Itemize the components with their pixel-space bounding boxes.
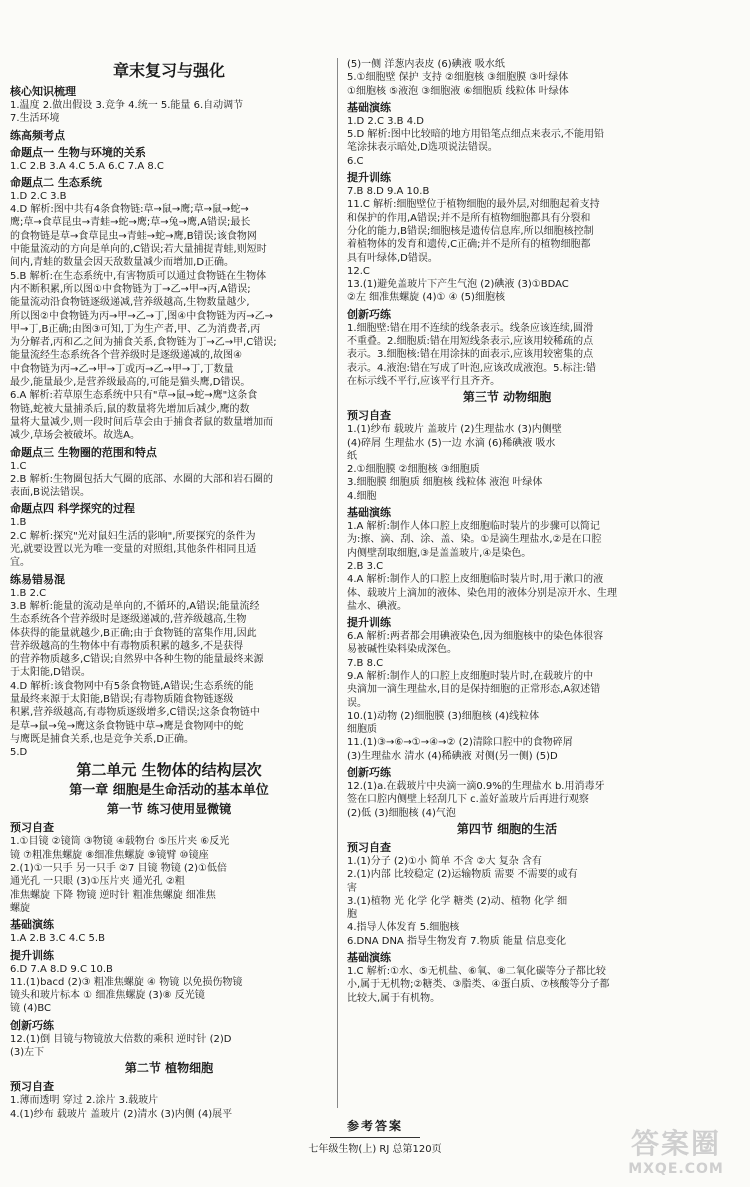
answer-line: 签在口腔内侧壁上轻刮几下 c.盖好盖玻片后再进行观察 — [347, 794, 589, 806]
answer-line: 鹰;草→食草昆虫→青蛙→蛇→鹰;草→兔→鹰,A错误;最长 — [10, 217, 251, 229]
subsection-heading: 练易错易混 — [10, 572, 65, 586]
subsection-heading: 基础演练 — [347, 100, 391, 114]
answer-line: 纸 — [347, 450, 357, 462]
answer-line: 积累,营养级越高,有毒物质逐级增多,C错误;这条食物链中 — [10, 707, 260, 719]
answer-line: 表示。3.细胞核:错在用涂抹的面表示,应该用较密集的点 — [347, 349, 594, 361]
answer-line: 1.C 解析:①水、⑤无机盐、⑥氧、⑧二氧化碳等分子都比较 — [347, 966, 606, 978]
subsection-heading: 基础演练 — [10, 918, 54, 932]
answer-line: 1.A 解析:制作人体口腔上皮细胞临时装片的步骤可以简记 — [347, 521, 600, 533]
answer-line: 镜头和玻片标本 ① 细准焦螺旋 (3)⑧ 反光镜 — [10, 990, 205, 1002]
answer-line: 4.细胞 — [347, 490, 377, 502]
answer-line: 减少,草场会被破坏。故选A。 — [10, 430, 141, 442]
topic-heading: 命题点一 生物与环境的关系 — [10, 145, 146, 159]
answer-line: 6.A 解析:两者都会用碘液染色,因为细胞核中的染色体很容 — [347, 631, 604, 643]
left-column — [10, 58, 328, 1121]
section-heading: 第三节 动物细胞 — [462, 390, 552, 405]
subsection-heading: 创新巧练 — [347, 307, 391, 321]
answer-line: 1.温度 2.做出假设 3.竞争 4.统一 5.能量 6.自动调节 — [10, 100, 244, 111]
answer-line: 中食物链为丙→乙→甲→丁或丙→乙→甲→丁,丁数量 — [10, 363, 234, 375]
answer-line: 4.D 解析:该食物网中有5条食物链,A错误;生态系统的能 — [10, 680, 254, 692]
answer-line: 5.①细胞壁 保护 支持 ②细胞核 ③细胞膜 ③叶绿体 — [347, 72, 569, 84]
footer-info: 七年级生物(上) RJ 总第120页 — [308, 1144, 442, 1155]
answer-line: 通光孔 一只眼 (3)①压片夹 通光孔 ②粗 — [10, 876, 185, 888]
section-heading: 第一节 练习使用显微镜 — [106, 802, 232, 817]
answer-line: (2)低 (3)细胞核 (4)气泡 — [347, 807, 456, 819]
answer-line: 1.薄而透明 穿过 2.涂片 3.载玻片 — [10, 1095, 159, 1107]
answer-line: 12.C — [347, 265, 370, 277]
answer-line: 2.(1)①一只手 另一只手 ②7 目镜 物镜 (2)①低倍 — [10, 863, 228, 875]
answer-line: 13.(1)避免盖玻片下产生气泡 (2)碘液 (3)①BDAC — [347, 279, 569, 291]
subsection-heading: 核心知识梳理 — [10, 85, 76, 98]
answer-line: 7.B 8.D 9.A 10.B — [347, 186, 430, 198]
answer-line: 是草→鼠→兔→鹰这条食物链中草→鹰是食物网中的蛇 — [10, 720, 244, 732]
answer-line: 内不断积累,所以图①中食物链为丁→乙→甲→丙,A错误; — [10, 283, 251, 295]
answer-line: 间内,青蛙的数量会因天敌数量减少而增加,D正确。 — [10, 257, 235, 269]
answer-line: 准焦螺旋 下降 物镜 逆时针 粗准焦螺旋 细准焦 — [10, 889, 216, 901]
answer-line: 4.指导人体发育 5.细胞核 — [347, 922, 460, 934]
answer-line: 12.(1)倒 目镜与物镜放大倍数的乘积 逆时针 (2)D — [10, 1033, 232, 1045]
answer-line: 1.细胞壁:错在用不连续的线条表示。线条应该连续,圆滑 — [347, 322, 594, 334]
answer-line: 小,属于无机物;②糖类、③脂类、④蛋白质、⑦核酸等分子都 — [347, 979, 610, 991]
answer-line: 10.(1)动物 (2)细胞膜 (3)细胞核 (4)线粒体 — [347, 710, 540, 722]
subsection-heading: 创新巧练 — [10, 1018, 54, 1032]
answer-line: 营养级越高的生物体中有毒物质积累的越多,不是获得 — [10, 640, 244, 652]
answer-line: (3)左下 — [10, 1047, 45, 1059]
column-divider — [337, 58, 338, 1108]
answer-line: 3.B 解析:能量的流动是单向的,不循环的,A错误;能量流经 — [10, 600, 260, 612]
answer-line: 3.细胞膜 细胞质 细胞核 线粒体 液泡 叶绿体 — [347, 477, 543, 489]
subsection-heading: 提升训练 — [10, 948, 54, 962]
answer-line: 在标示线不平行,应该平行且齐齐。 — [347, 375, 501, 387]
answer-line: 6.A 解析:若草原生态系统中只有"草→鼠→蛇→鹰"这条食 — [10, 390, 258, 402]
answer-line: (4)碎屑 生理盐水 (5)一边 水滴 (6)稀碘液 吸水 — [347, 437, 556, 449]
section-title: 章末复习与强化 — [112, 61, 225, 80]
subsection-heading: 基础演练 — [347, 506, 391, 520]
answer-line: 2.C 解析:探究"光对鼠妇生活的影响",所要探究的条件为 — [10, 530, 256, 542]
answer-line: 量将大量减少,则一段时间后草会由于捕食者鼠的数量增加而 — [10, 416, 274, 428]
section-heading: 第四节 细胞的生活 — [456, 821, 558, 836]
section-heading: 第二节 植物细胞 — [124, 1061, 214, 1076]
answer-line: (5)一侧 洋葱内表皮 (6)碘液 吸水纸 — [347, 59, 505, 70]
answer-line: 和保护的作用,A错误;并不是所有植物细胞都具有分裂和 — [347, 212, 591, 224]
answer-line: (3)生理盐水 清水 (4)稀碘液 对侧(另一侧) (5)D — [347, 750, 558, 762]
answer-line: 6.DNA DNA 指导生物发育 7.物质 能量 信息变化 — [347, 935, 567, 947]
answer-line: 分化的能力,B错误;细胞核是遗传信息库,所以细胞核控制 — [347, 225, 594, 237]
watermark-en: MXQE.COM — [628, 1161, 724, 1177]
answer-line: 最少,能量最少,是营养级最高的,可能是猫头鹰,D错误。 — [10, 377, 251, 389]
answer-line: 比较大,属于有机物。 — [347, 992, 441, 1004]
answer-line: 盐水、碘液。 — [347, 600, 407, 612]
subsection-heading: 预习自查 — [10, 821, 54, 835]
answer-line: 表示。4.液泡:错在写成了叶泡,应该改成液泡。5.标注:错 — [347, 362, 596, 374]
answer-line: 体、载玻片上滴加的液体、染色用的液体分别是凉开水、生理 — [347, 587, 617, 599]
subsection-heading: 预习自查 — [347, 409, 391, 423]
answer-line: 2.①细胞膜 ②细胞核 ③细胞质 — [347, 464, 480, 476]
answer-line: 与鹰既是捕食关系,也是竞争关系,D正确。 — [10, 733, 195, 745]
footer-rule — [330, 1137, 420, 1138]
answer-line: 11.C 解析:细胞壁位于植物细胞的最外层,对细胞起着支持 — [347, 199, 600, 211]
answer-line: ①细胞核 ⑤液泡 ③细胞液 ⑥细胞质 线粒体 叶绿体 — [347, 85, 569, 97]
answer-line: 内侧壁刮取细胞,③是盖盖玻片,④是染色。 — [347, 547, 532, 559]
subsection-heading: 提升训练 — [347, 171, 391, 185]
answer-line: 体获得的能量就越少,B正确;由于食物链的富集作用,因此 — [10, 627, 257, 639]
answer-line: 1.B 2.C — [10, 587, 47, 599]
watermark-cn: 答案圈 — [630, 1127, 721, 1160]
answer-line: 光,就要设置以光为唯一变量的对照组,其他条件相同且适 — [10, 544, 257, 556]
answer-line: 易被碱性染料染成深色。 — [347, 644, 457, 656]
answer-line: 2.B 解析:生物圈包括大气圈的底部、水圈的大部和岩石圈的 — [10, 473, 273, 485]
answer-line: 2.B 3.C — [347, 560, 384, 572]
answer-line: 能量流动沿食物链逐级递减,营养级越高,生物数量越少, — [10, 297, 250, 309]
answer-line: 6.D 7.A 8.D 9.C 10.B — [10, 963, 113, 975]
answer-line: 镜 ⑦粗准焦螺旋 ⑧细准焦螺旋 ⑨镜臂 ⑩镜座 — [10, 849, 209, 861]
topic-heading: 命题点三 生物圈的范围和特点 — [10, 445, 157, 459]
unit-heading: 第二单元 生物体的结构层次 — [76, 761, 262, 780]
answer-line: 7.生活环境 — [10, 113, 60, 125]
answer-line: 5.D — [10, 747, 28, 759]
chapter-heading: 第一章 细胞是生命活动的基本单位 — [69, 783, 269, 799]
answer-line: 1.B — [10, 517, 27, 529]
answer-line: 细胞质 — [347, 724, 377, 736]
answer-line: 2.(1)内部 比较稳定 (2)运输物质 需要 不需要的或有 — [347, 869, 578, 881]
subsection-heading: 预习自查 — [10, 1080, 54, 1094]
answer-line: 的营养物质越多,C错误;自然界中各种生物的能量最终来源 — [10, 654, 264, 666]
answer-line: 害 — [347, 882, 357, 894]
answer-line: 11.(1)③→⑥→①→④→② (2)清除口腔中的食物碎屑 — [347, 737, 573, 749]
right-column — [347, 58, 667, 1005]
subsection-heading: 预习自查 — [347, 840, 391, 854]
answer-line: 着植物体的发育和遗传,C正确;并不是所有的植物细胞都 — [347, 239, 591, 251]
answer-line: 1.(1)分子 (2)①小 简单 不含 ②大 复杂 含有 — [347, 855, 542, 867]
subsection-heading: 提升训练 — [347, 616, 391, 630]
answer-line: 中能量流动的方向是单向的,C错误;若大量捕捉青蛙,则短时 — [10, 244, 267, 256]
answer-line: 4.A 解析:制作人的口腔上皮细胞临时装片时,用于漱口的液 — [347, 574, 604, 586]
answer-line: 不重叠。2.细胞质:错在用短线条表示,应该用较稀疏的点 — [347, 336, 594, 348]
answer-line: 于太阳能,D错误。 — [10, 667, 91, 679]
answer-line: 能量流经生态系统各个营养级时是逐级递减的,故图④ — [10, 350, 243, 362]
answer-line: 镜 (4)BC — [10, 1003, 52, 1015]
answer-line: 具有叶绿体,D错误。 — [347, 252, 438, 264]
answer-line: 央滴加一滴生理盐水,目的是保持细胞的正常形态,A叙述错 — [347, 684, 601, 696]
answer-line: 12.(1)a.在载玻片中央滴一滴0.9%的生理盐水 b.用消毒牙 — [347, 781, 605, 793]
answer-line: 甲→丁,B正确;由图③可知,丁为生产者,甲、乙为消费者,丙 — [10, 323, 261, 335]
answer-line: 1.①目镜 ②镜筒 ③物镜 ④载物台 ⑤压片夹 ⑥反光 — [10, 836, 230, 848]
answer-line: 11.(1)bacd (2)③ 粗准焦螺旋 ④ 物镜 以免损伤物镜 — [10, 976, 243, 988]
answer-line: 误。 — [347, 697, 367, 709]
answer-line: 生态系统各个营养级时是逐级递减的,营养级越高,生物 — [10, 614, 247, 626]
answer-line: 4.(1)纱布 载玻片 盖玻片 (2)清水 (3)内侧 (4)展平 — [10, 1108, 233, 1120]
answer-line: 的食物链是草→食草昆虫→青蛙→蛇→鹰,B错误;该食物网 — [10, 230, 257, 242]
answer-line: 宜。 — [10, 557, 30, 569]
answer-line: 笔涂抹表示暗处,D选项说法错误。 — [347, 142, 498, 154]
answer-line: 4.D 解析:图中共有4条食物链:草→鼠→鹰;草→鼠→蛇→ — [10, 204, 249, 216]
answer-line: 量最终来源于太阳能,B错误;有毒物质随食物链逐级 — [10, 693, 234, 705]
answer-line: 3.(1)植物 光 化学 化学 糖类 (2)动、植物 化学 细 — [347, 895, 568, 907]
answer-line: 1.C 2.B 3.A 4.C 5.A 6.C 7.A 8.C — [10, 160, 164, 172]
answer-line: 表面,B说法错误。 — [10, 487, 91, 499]
answer-line: 6.C — [347, 155, 364, 167]
answer-line: 螺旋 — [10, 902, 30, 914]
subsection-heading: 基础演练 — [347, 951, 391, 965]
answer-line: 1.C — [10, 460, 27, 472]
answer-line: 所以图②中食物链为丙→甲→乙→丁,图④中食物链为丙→乙→ — [10, 310, 274, 322]
answer-line: 物链,蛇被大量捕杀后,鼠的数量将先增加后减少,鹰的数 — [10, 403, 250, 415]
answer-line: 为分解者,丙和乙之间为捕食关系,食物链为丁→乙→甲,C错误; — [10, 337, 277, 349]
footer-label: 参考答案 — [346, 1119, 403, 1133]
answer-line: 5.B 解析:在生态系统中,有害物质可以通过食物链在生物体 — [10, 270, 267, 282]
topic-heading: 命题点四 科学探究的过程 — [10, 502, 135, 516]
subsection-heading: 练高频考点 — [10, 128, 65, 142]
answer-line: 胞 — [347, 909, 357, 921]
subsection-heading: 创新巧练 — [347, 766, 391, 780]
answer-line: 1.A 2.B 3.C 4.C 5.B — [10, 933, 105, 945]
topic-heading: 命题点二 生态系统 — [10, 175, 102, 189]
answer-line: 1.(1)纱布 载玻片 盖玻片 (2)生理盐水 (3)内侧壁 — [347, 424, 562, 436]
answer-line: ②左 细准焦螺旋 (4)① ④ (5)细胞核 — [347, 292, 505, 304]
answer-line: 9.A 解析:制作人的口腔上皮细胞时装片时,在载玻片的中 — [347, 670, 594, 682]
answer-line: 5.D 解析:图中比较暗的地方用铅笔点细点来表示,不能用铅 — [347, 129, 604, 141]
answer-line: 1.D 2.C 3.B 4.D — [347, 115, 424, 127]
watermark-logo — [612, 1128, 740, 1182]
answer-line: 7.B 8.C — [347, 657, 384, 669]
answer-line: 为:擦、滴、刮、涂、盖、染。①是滴生理盐水,②是在口腔 — [347, 534, 602, 546]
answer-line: 1.D 2.C 3.B — [10, 190, 67, 202]
